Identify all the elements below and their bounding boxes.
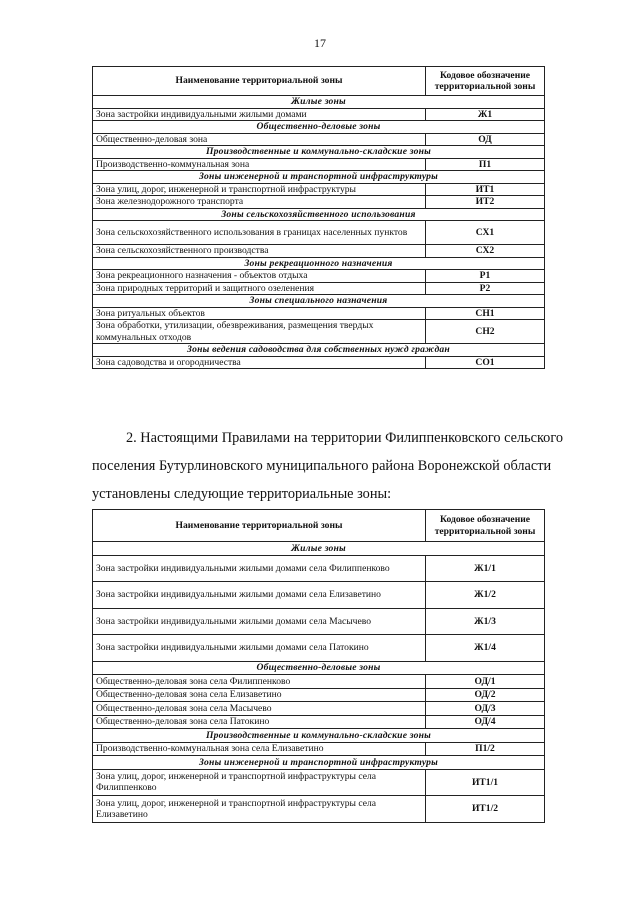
zone-name: Зона железнодорожного транспорта [93,196,426,209]
zone-name: Общественно-деловая зона села Патокино [93,715,426,729]
table-row [93,183,545,196]
header-zone-name: Наименование территориальной зоны [93,510,426,542]
zone-name: Зона обработки, утилизации, обезвреживания, размещения твердых коммунальных отходов [93,320,426,344]
zone-code: ИТ2 [426,196,545,209]
section-title: Зоны рекреационного назначения [93,257,545,270]
table-row [93,196,545,209]
zone-name: Зона застройки индивидуальными жилыми домами села Масычево [93,608,426,635]
section-title: Жилые зоны [93,542,545,556]
zone-code: Р2 [426,282,545,295]
section-row [93,729,545,743]
zone-code: СН2 [426,320,545,344]
section-row [93,96,545,109]
zone-name: Зона улиц, дорог, инженерной и транспортной инфраструктуры [93,183,426,196]
zone-name: Зона ритуальных объектов [93,307,426,320]
zone-name: Зона садоводства и огородничества [93,356,426,369]
zone-code: ОД [426,133,545,146]
zone-name: Зона улиц, дорог, инженерной и транспортной инфраструктуры села Филиппенково [93,769,426,796]
section-row [93,344,545,357]
zone-name: Производственно-коммунальная зона [93,158,426,171]
zone-name: Зона застройки индивидуальными жилыми домами села Патокино [93,635,426,662]
zone-name: Зона улиц, дорог, инженерной и транспортной инфраструктуры села Елизаветино [93,796,426,823]
zone-name: Зона застройки индивидуальными жилыми домами села Филиппенково [93,555,426,582]
paragraph-line: поселения Бутурлиновского муниципального района Воронежской области [92,458,552,474]
section-title: Производственные и коммунально-складские зоны [93,729,545,743]
section-row [93,295,545,308]
header-zone-code: Кодовое обозначение территориальной зоны [426,510,545,542]
zone-name: Зона природных территорий и защитного озеленения [93,282,426,295]
table-row [93,555,545,582]
table-row [93,675,545,689]
zone-name: Производственно-коммунальная зона села Елизаветино [93,742,426,756]
section-title: Зоны инженерной и транспортной инфраструктуры [93,171,545,184]
table-row [93,742,545,756]
zone-code: Ж1/4 [426,635,545,662]
section-row [93,208,545,221]
zone-code: Ж1 [426,108,545,121]
zone-code: ОД/4 [426,715,545,729]
zone-name: Общественно-деловая зона села Масычево [93,702,426,716]
paragraph-line: установлены следующие территориальные зоны: [92,486,392,502]
zone-name: Зона застройки индивидуальными жилыми домами [93,108,426,121]
section-row [93,661,545,675]
paragraph-line: 2. Настоящими Правилами на территории Филиппенковского сельского [126,430,563,446]
zone-code: Ж1/3 [426,608,545,635]
table-row [93,158,545,171]
header-zone-name: Наименование территориальной зоны [93,67,426,96]
section-row [93,171,545,184]
zone-name: Зона рекреационного назначения - объектов отдыха [93,270,426,283]
zone-code: Ж1/1 [426,555,545,582]
table-row [93,356,545,369]
zone-name: Зона сельскохозяйственного производства [93,245,426,258]
table-row [93,715,545,729]
zone-code: СН1 [426,307,545,320]
zone-name: Общественно-деловая зона [93,133,426,146]
table-row [93,282,545,295]
table-row [93,769,545,796]
table-row [93,133,545,146]
zone-code: П1/2 [426,742,545,756]
zone-name: Общественно-деловая зона села Филиппенково [93,675,426,689]
table-row [93,221,545,245]
zone-code: ОД/1 [426,675,545,689]
zone-name: Зона сельскохозяйственного использования в границах населенных пунктов [93,221,426,245]
zone-code: СХ1 [426,221,545,245]
zones-table-1 [92,66,545,369]
section-title: Зоны инженерной и транспортной инфраструктуры [93,756,545,770]
table-row [93,245,545,258]
table-row [93,108,545,121]
section-row [93,542,545,556]
zone-code: ОД/2 [426,688,545,702]
page-number: 17 [314,36,326,50]
section-row [93,121,545,134]
table-row [93,608,545,635]
zone-name: Общественно-деловая зона села Елизаветино [93,688,426,702]
section-title: Зоны специального назначения [93,295,545,308]
zone-name: Зона застройки индивидуальными жилыми домами села Елизаветино [93,582,426,609]
zone-code: Ж1/2 [426,582,545,609]
zone-code: ИТ1 [426,183,545,196]
section-title: Общественно-деловые зоны [93,121,545,134]
section-row [93,146,545,159]
section-title: Зоны сельскохозяйственного использования [93,208,545,221]
table-row [93,270,545,283]
zone-code: П1 [426,158,545,171]
zone-code: СО1 [426,356,545,369]
table-row [93,688,545,702]
table-header-row [93,67,545,96]
zone-code: ОД/3 [426,702,545,716]
table-row [93,796,545,823]
table-row [93,635,545,662]
section-title: Зоны ведения садоводства для собственных нужд граждан [93,344,545,357]
zone-code: ИТ1/2 [426,796,545,823]
section-title: Общественно-деловые зоны [93,661,545,675]
table-row [93,702,545,716]
zones-table-2 [92,509,545,823]
section-title: Жилые зоны [93,96,545,109]
section-row [93,257,545,270]
body-paragraph [92,424,563,508]
zone-code: ИТ1/1 [426,769,545,796]
table-row [93,582,545,609]
zone-code: Р1 [426,270,545,283]
header-zone-code: Кодовое обозначение территориальной зоны [426,67,545,96]
table-header-row [93,510,545,542]
section-row [93,756,545,770]
table-row [93,320,545,344]
section-title: Производственные и коммунально-складские зоны [93,146,545,159]
table-row [93,307,545,320]
zone-code: СХ2 [426,245,545,258]
